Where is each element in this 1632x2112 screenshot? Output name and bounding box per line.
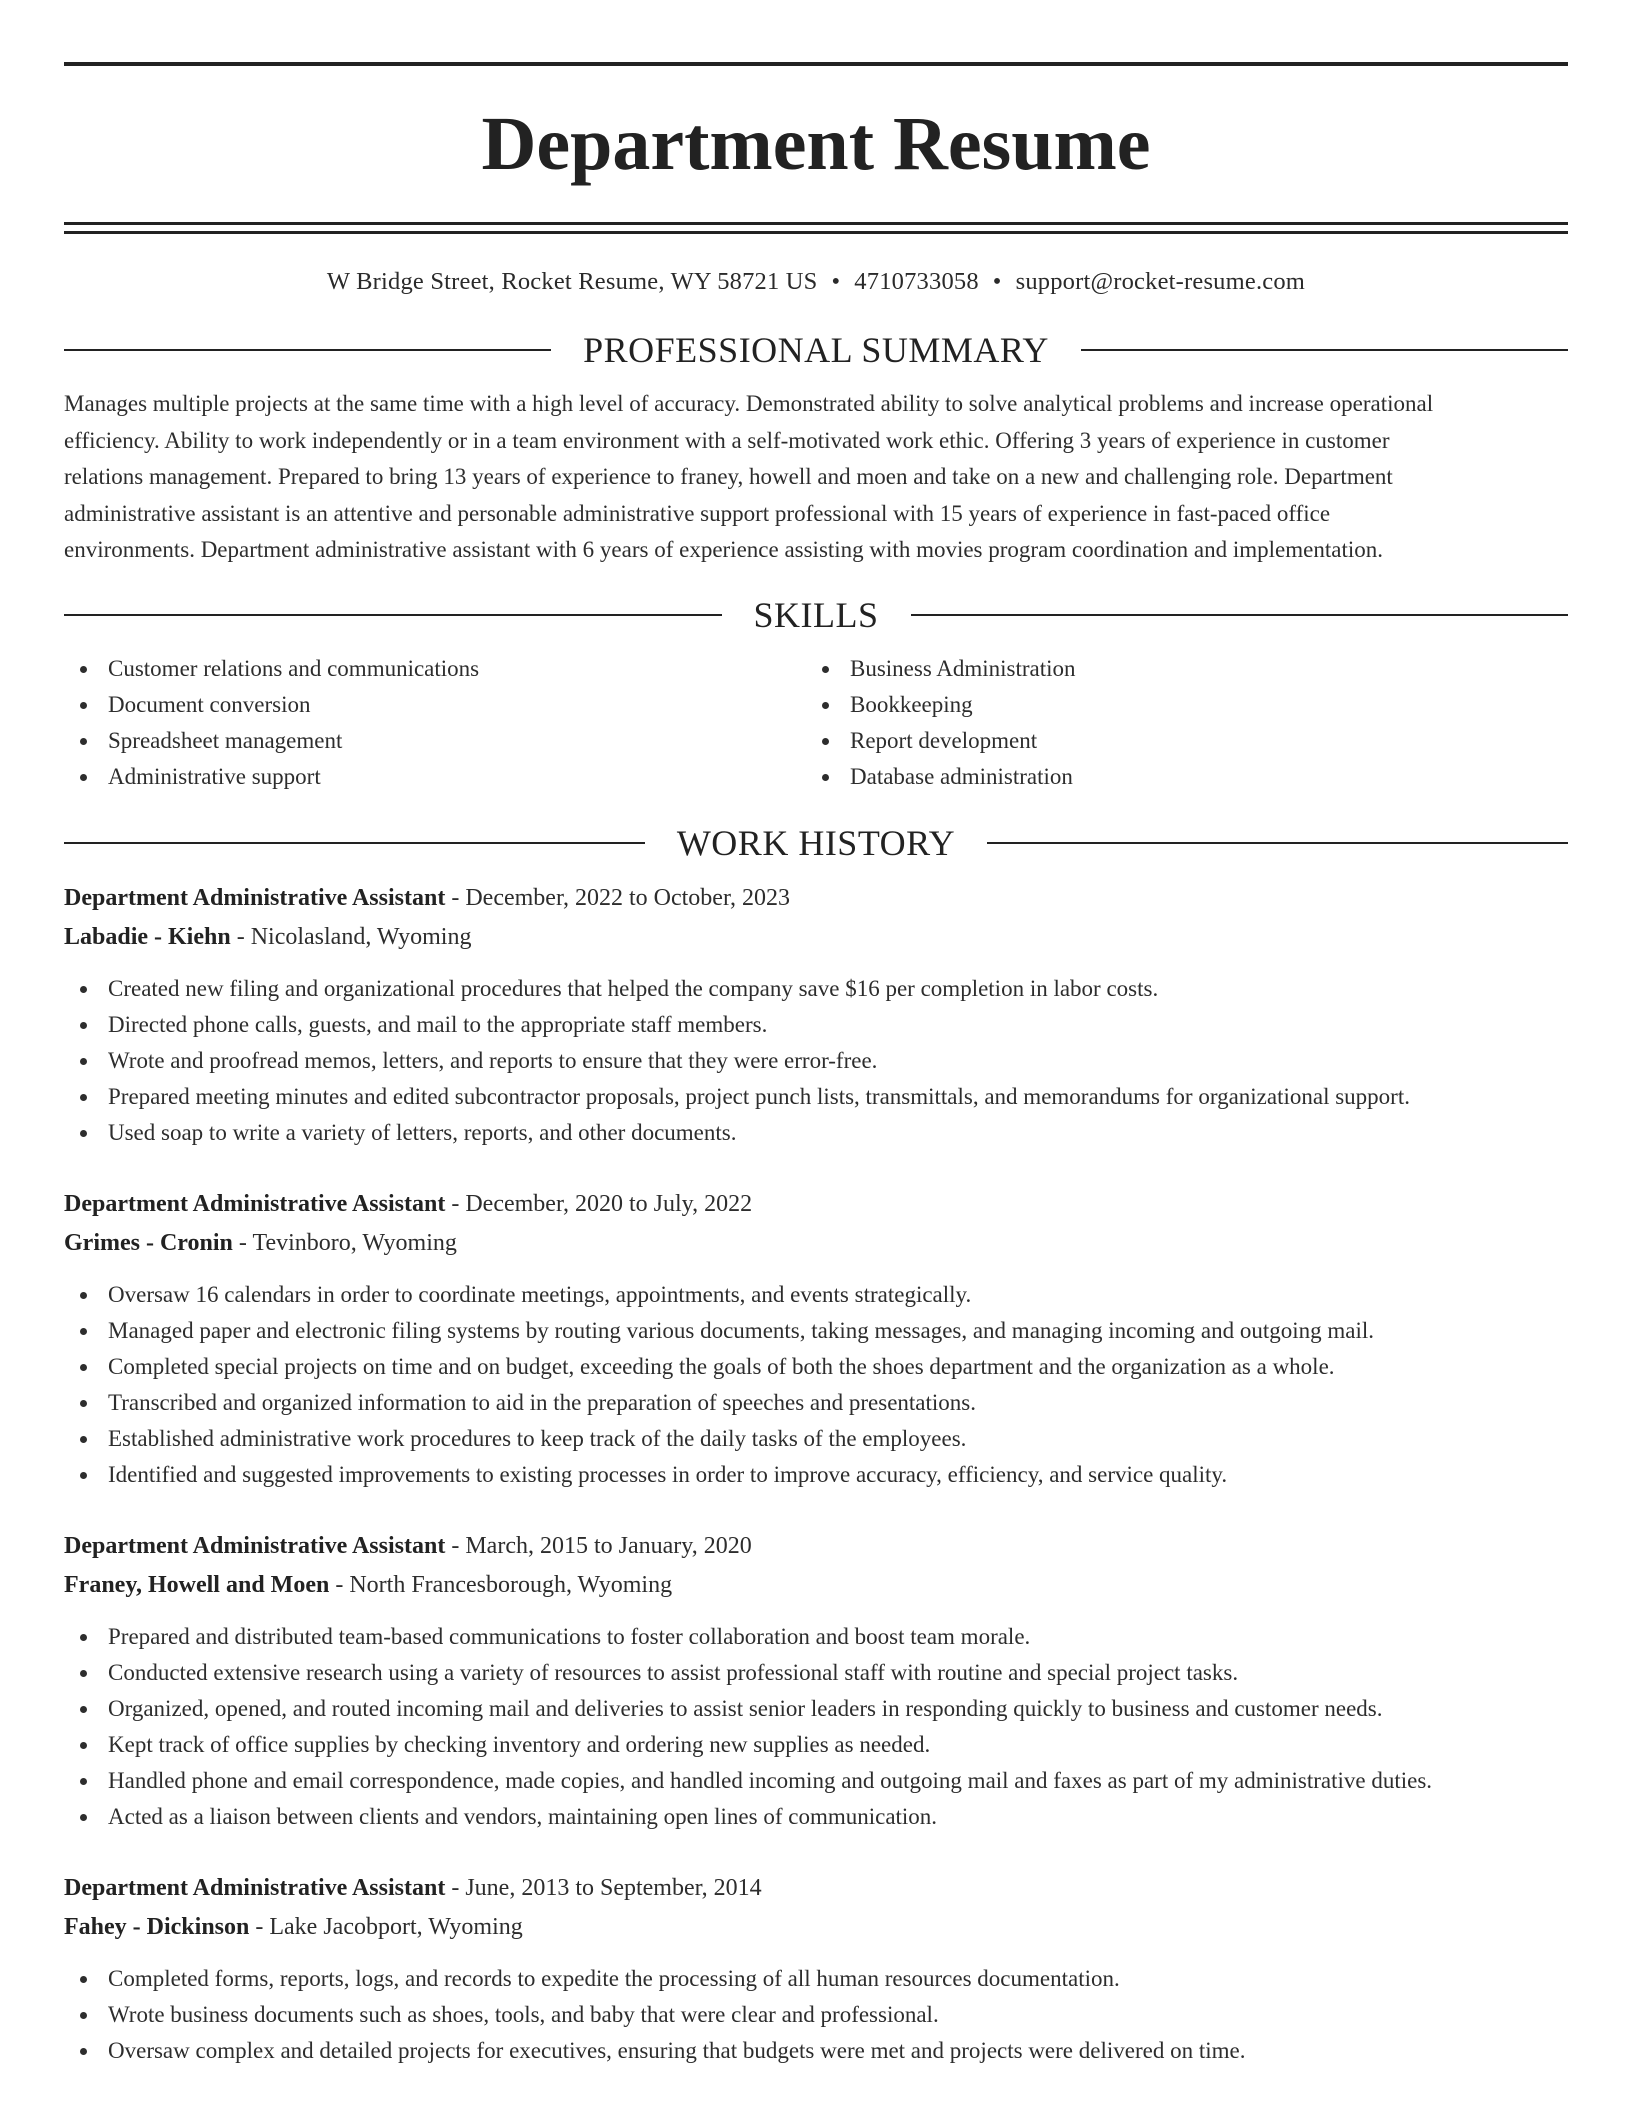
job-bullet: Wrote business documents such as shoes, tools, and baby that were clear and professional. xyxy=(64,1997,1568,2033)
job-bullets xyxy=(64,1961,1568,2069)
job-bullet: Managed paper and electronic filing systems by routing various documents, taking messages, and managing incoming and outgoing mail. xyxy=(64,1313,1568,1349)
job-bullet: Created new filing and organizational procedures that helped the company save $16 per completion in labor costs. xyxy=(64,971,1568,1007)
skills-column-left xyxy=(64,651,806,795)
job-location: Tevinboro, Wyoming xyxy=(252,1229,457,1256)
job-bullet: Completed forms, reports, logs, and records to expedite the processing of all human resources documentation. xyxy=(64,1961,1568,1997)
job-company: Grimes - Cronin xyxy=(64,1229,233,1256)
job-bullet: Completed special projects on time and on budget, exceeding the goals of both the shoes department and the organization as a whole. xyxy=(64,1349,1568,1385)
job-bullet: Handled phone and email correspondence, made copies, and handled incoming and outgoing mail and faxes as part of my administrative duties. xyxy=(64,1763,1568,1799)
resume-page xyxy=(64,62,1568,2069)
skill-item: Database administration xyxy=(806,759,1548,795)
job-entry xyxy=(64,1527,1568,1835)
job-company-line: Grimes - Cronin - Tevinboro, Wyoming xyxy=(64,1229,457,1256)
work-heading-label: WORK HISTORY xyxy=(676,822,956,863)
job-bullet: Oversaw complex and detailed projects for executives, ensuring that budgets were met and projects were delivered on time. xyxy=(64,2033,1568,2069)
job-company-line: Labadie - Kiehn - Nicolasland, Wyoming xyxy=(64,923,472,950)
job-bullet: Oversaw 16 calendars in order to coordinate meetings, appointments, and events strategically. xyxy=(64,1277,1568,1313)
summary-heading xyxy=(64,332,1568,368)
job-company-line: Fahey - Dickinson - Lake Jacobport, Wyoming xyxy=(64,1913,523,1940)
summary-line: efficiency. Ability to work independently or in a team environment with a self-motivated work ethic. Offering 3 years of experience in customer xyxy=(64,427,1390,453)
skill-item: Report development xyxy=(806,723,1548,759)
job-company: Fahey - Dickinson xyxy=(64,1913,250,1940)
job-bullet: Directed phone calls, guests, and mail to the appropriate staff members. xyxy=(64,1007,1568,1043)
skills-column-right xyxy=(806,651,1548,795)
job-bullet: Prepared meeting minutes and edited subcontractor proposals, project punch lists, transmittals, and memorandums for organizational support. xyxy=(64,1079,1568,1115)
job-bullet: Wrote and proofread memos, letters, and reports to ensure that they were error-free. xyxy=(64,1043,1568,1079)
heading-rule-right xyxy=(987,842,1568,844)
summary-line: administrative assistant is an attentive and personable administrative support professional with 15 years of experience in fast-paced office xyxy=(64,500,1331,526)
title-double-rule xyxy=(64,222,1568,234)
top-rule xyxy=(64,62,1568,66)
skill-item: Business Administration xyxy=(806,651,1548,687)
job-bullet: Transcribed and organized information to aid in the preparation of speeches and presentations. xyxy=(64,1385,1568,1421)
job-entry xyxy=(64,879,1568,1151)
job-bullet: Prepared and distributed team-based communications to foster collaboration and boost team morale. xyxy=(64,1619,1568,1655)
job-title-line: Department Administrative Assistant - December, 2020 to July, 2022 xyxy=(64,1190,753,1217)
contact-address: W Bridge Street, Rocket Resume, WY 58721 US xyxy=(326,268,818,295)
skills-heading-label: SKILLS xyxy=(753,594,879,635)
job-bullet: Identified and suggested improvements to existing processes in order to improve accuracy, efficiency, and service quality. xyxy=(64,1457,1568,1493)
summary-line: relations management. Prepared to bring 13 years of experience to franey, howell and moen and take on a new and challenging role. Department xyxy=(64,464,1393,489)
contact-separator: • xyxy=(992,268,1002,295)
skills-list xyxy=(64,651,1568,795)
job-bullets xyxy=(64,971,1568,1151)
job-dates: June, 2013 to September, 2014 xyxy=(465,1874,762,1901)
job-title: Department Administrative Assistant xyxy=(64,1874,446,1901)
job-bullet: Acted as a liaison between clients and vendors, maintaining open lines of communication. xyxy=(64,1799,1568,1835)
contact-phone: 4710733058 xyxy=(854,268,979,295)
job-location: Nicolasland, Wyoming xyxy=(250,923,472,950)
job-title: Department Administrative Assistant xyxy=(64,1532,446,1559)
job-title: Department Administrative Assistant xyxy=(64,884,446,911)
job-entry xyxy=(64,1869,1568,2069)
skill-item: Administrative support xyxy=(64,759,806,795)
job-bullet: Kept track of office supplies by checking inventory and ordering new supplies as needed. xyxy=(64,1727,1568,1763)
skills-heading xyxy=(64,594,1568,635)
work-heading xyxy=(64,822,1568,863)
job-bullet: Conducted extensive research using a variety of resources to assist professional staff with routine and special project tasks. xyxy=(64,1655,1568,1691)
job-entry xyxy=(64,1185,1568,1493)
heading-rule-right xyxy=(1081,349,1568,351)
contact-line xyxy=(64,268,1568,296)
job-bullet: Organized, opened, and routed incoming mail and deliveries to assist senior leaders in responding quickly to business and customer needs. xyxy=(64,1691,1568,1727)
heading-rule-left xyxy=(64,349,551,351)
job-company-line: Franey, Howell and Moen - North Francesborough, Wyoming xyxy=(64,1571,673,1598)
job-dates: December, 2022 to October, 2023 xyxy=(465,884,790,911)
job-title-line: Department Administrative Assistant - December, 2022 to October, 2023 xyxy=(64,884,790,911)
heading-rule-left xyxy=(64,614,722,616)
job-dates: March, 2015 to January, 2020 xyxy=(465,1532,752,1559)
job-location: Lake Jacobport, Wyoming xyxy=(269,1913,523,1940)
skill-item: Spreadsheet management xyxy=(64,723,806,759)
contact-separator: • xyxy=(831,268,841,295)
job-bullet: Used soap to write a variety of letters, reports, and other documents. xyxy=(64,1115,1568,1151)
summary-line: environments. Department administrative assistant with 6 years of experience assisting with movies program coordination and implementation. xyxy=(64,537,1383,562)
job-bullet: Established administrative work procedures to keep track of the daily tasks of the employees. xyxy=(64,1421,1568,1457)
job-title: Department Administrative Assistant xyxy=(64,1190,446,1217)
page-title: Department Resume xyxy=(481,102,1151,186)
summary-line: Manages multiple projects at the same time with a high level of accuracy. Demonstrated ability to solve analytical problems and increase operational xyxy=(64,391,1434,416)
job-bullets xyxy=(64,1277,1568,1493)
skill-item: Document conversion xyxy=(64,687,806,723)
job-title-line: Department Administrative Assistant - June, 2013 to September, 2014 xyxy=(64,1874,762,1901)
job-title-line: Department Administrative Assistant - March, 2015 to January, 2020 xyxy=(64,1532,752,1559)
skill-item: Bookkeeping xyxy=(806,687,1548,723)
heading-rule-right xyxy=(911,614,1569,616)
job-dates: December, 2020 to July, 2022 xyxy=(465,1190,753,1217)
job-company: Labadie - Kiehn xyxy=(64,923,231,950)
summary-text xyxy=(64,386,1568,569)
summary-heading-label: PROFESSIONAL SUMMARY xyxy=(583,330,1049,370)
job-location: North Francesborough, Wyoming xyxy=(349,1571,673,1598)
heading-rule-left xyxy=(64,842,645,844)
job-company: Franey, Howell and Moen xyxy=(64,1571,330,1598)
skill-item: Customer relations and communications xyxy=(64,651,806,687)
job-bullets xyxy=(64,1619,1568,1835)
contact-email: support@rocket-resume.com xyxy=(1015,268,1306,295)
